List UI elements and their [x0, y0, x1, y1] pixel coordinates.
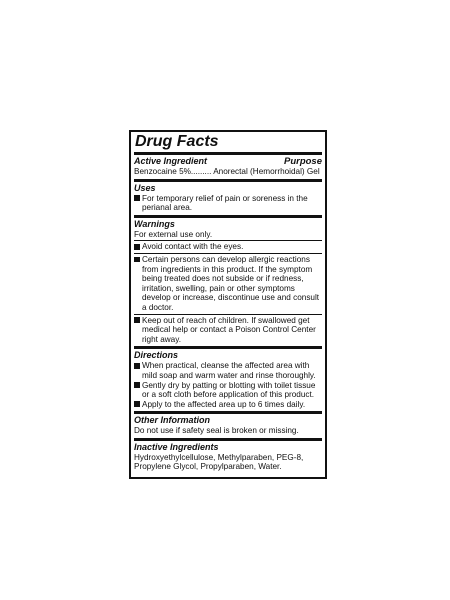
uses-section [134, 182, 322, 215]
active-ingredient-line: Benzocaine 5%......... Anorectal (Hemorrhoidal) Gel [134, 167, 320, 176]
bullet-square-icon [134, 257, 140, 263]
bullet-square-icon [134, 363, 140, 369]
direction-item: Gently dry by patting or blotting with toilet tissue or a soft cloth before application of this product. [134, 381, 322, 400]
warnings-section [134, 218, 322, 347]
warning-item: Avoid contact with the eyes. [134, 242, 322, 252]
uses-item: For temporary relief of pain or soreness in the perianal area. [134, 194, 322, 213]
active-ingredient-heading: Active Ingredient [134, 156, 208, 166]
warnings-intro: For external use only. [134, 229, 213, 239]
warnings-heading: Warnings [134, 218, 175, 229]
other-information-section [134, 414, 322, 438]
directions-section [134, 349, 322, 411]
warning-item: Keep out of reach of children. If swallowed get medical help or contact a Poison Control Center right away. [134, 316, 322, 345]
direction-item: Apply to the affected area up to 6 times daily. [134, 400, 322, 410]
other-information-text: Do not use if safety seal is broken or missing. [134, 426, 299, 436]
inactive-ingredients-section [134, 441, 322, 474]
bullet-square-icon [134, 401, 140, 407]
warning-item: Certain persons can develop allergic reactions from ingredients in this product. If the symptom being treated does not subside or if redness, irritation, swelling, pain or other symptoms develop or increase, discontinue use and consult a doctor. [134, 255, 322, 313]
direction-item: When practical, cleanse the affected area with mild soap and warm water and rinse thoroughly. [134, 361, 322, 380]
panel-title: Drug Facts [135, 133, 219, 150]
active-ingredient-section [134, 155, 322, 179]
bullet-square-icon [134, 382, 140, 388]
other-information-heading: Other Information [134, 415, 210, 426]
inactive-ingredients-heading: Inactive Ingredients [134, 441, 219, 452]
bullet-square-icon [134, 244, 140, 250]
bullet-square-icon [134, 317, 140, 323]
directions-heading: Directions [134, 350, 179, 361]
drug-facts-panel [129, 130, 327, 479]
purpose-heading: Purpose [283, 156, 322, 167]
inactive-ingredients-text: Hydroxyethylcellulose, Methylparaben, PEG-8, Propylene Glycol, Propylparaben, Water. [134, 452, 304, 472]
uses-heading: Uses [134, 182, 156, 193]
bullet-square-icon [134, 195, 140, 201]
